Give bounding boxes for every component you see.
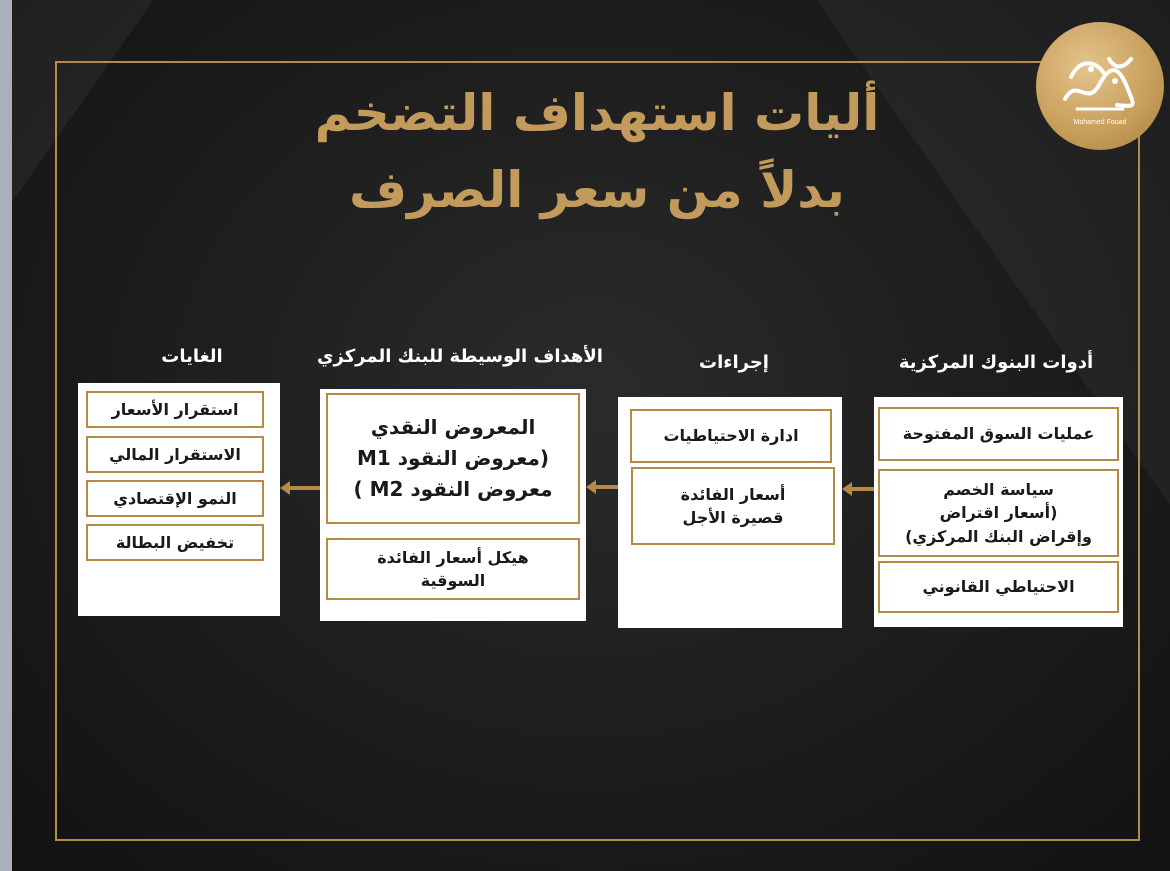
heading-goals: الغايات [161, 346, 223, 367]
logo-caption: Mohamed Fouad [1073, 118, 1127, 126]
heading-tools: أدوات البنوك المركزية [898, 352, 1094, 373]
arrow-left-icon [586, 479, 618, 495]
goal-box [86, 480, 264, 517]
heading-intermediate: الأهداف الوسيطة للبنك المركزي [317, 346, 603, 367]
procedure-label: ادارة الاحتياطيات [663, 426, 799, 446]
goal-label: تخفيض البطالة [115, 532, 235, 552]
procedure-label: قصيرة الأجل [682, 508, 784, 527]
intermediate-label: السوقية [420, 571, 486, 590]
intermediate-box [326, 393, 580, 524]
tool-box [878, 561, 1119, 613]
goal-label: النمو الإقتصادي [113, 488, 237, 508]
goal-box [86, 436, 264, 473]
tool-box [878, 407, 1119, 461]
page-subtitle: بدلاً من سعر الصرف [349, 161, 845, 219]
procedure-label: أسعار الفائدة [680, 484, 786, 504]
goal-label: الاستقرار المالي [109, 444, 241, 464]
tool-label: وإقراض البنك المركزي) [905, 526, 1092, 546]
goal-label: استقرار الأسعار [111, 399, 239, 419]
tool-label: (أسعار اقتراض [939, 503, 1058, 523]
heading-procedures: إجراءات [699, 352, 769, 373]
procedure-box [631, 467, 835, 545]
tool-label: سياسة الخصم [943, 480, 1054, 500]
tools-panel [874, 397, 1123, 627]
procedures-panel [618, 397, 842, 628]
tool-box [878, 469, 1119, 557]
intermediate-label: معروض النقود M2 ) [353, 477, 553, 501]
page-title: أليات استهداف التضخم [314, 84, 880, 142]
arrow-left-icon [280, 480, 320, 496]
slide-background [12, 0, 1170, 871]
goal-box [86, 524, 264, 561]
tool-label: عمليات السوق المفتوحة [902, 424, 1095, 444]
intermediate-panel [320, 389, 586, 621]
goal-box [86, 391, 264, 428]
goals-panel [78, 383, 280, 616]
intermediate-label: المعروض النقدي [370, 415, 536, 439]
procedure-box [630, 409, 832, 463]
calligraphy-logo-icon [1057, 47, 1143, 117]
logo [1036, 22, 1164, 150]
arrow-left-icon [842, 481, 874, 497]
intermediate-label: هيكل أسعار الفائدة [377, 547, 529, 567]
intermediate-box [326, 538, 580, 600]
tool-label: الاحتياطي القانوني [922, 577, 1075, 597]
intermediate-label: (معروض النقود M1 [356, 446, 550, 470]
